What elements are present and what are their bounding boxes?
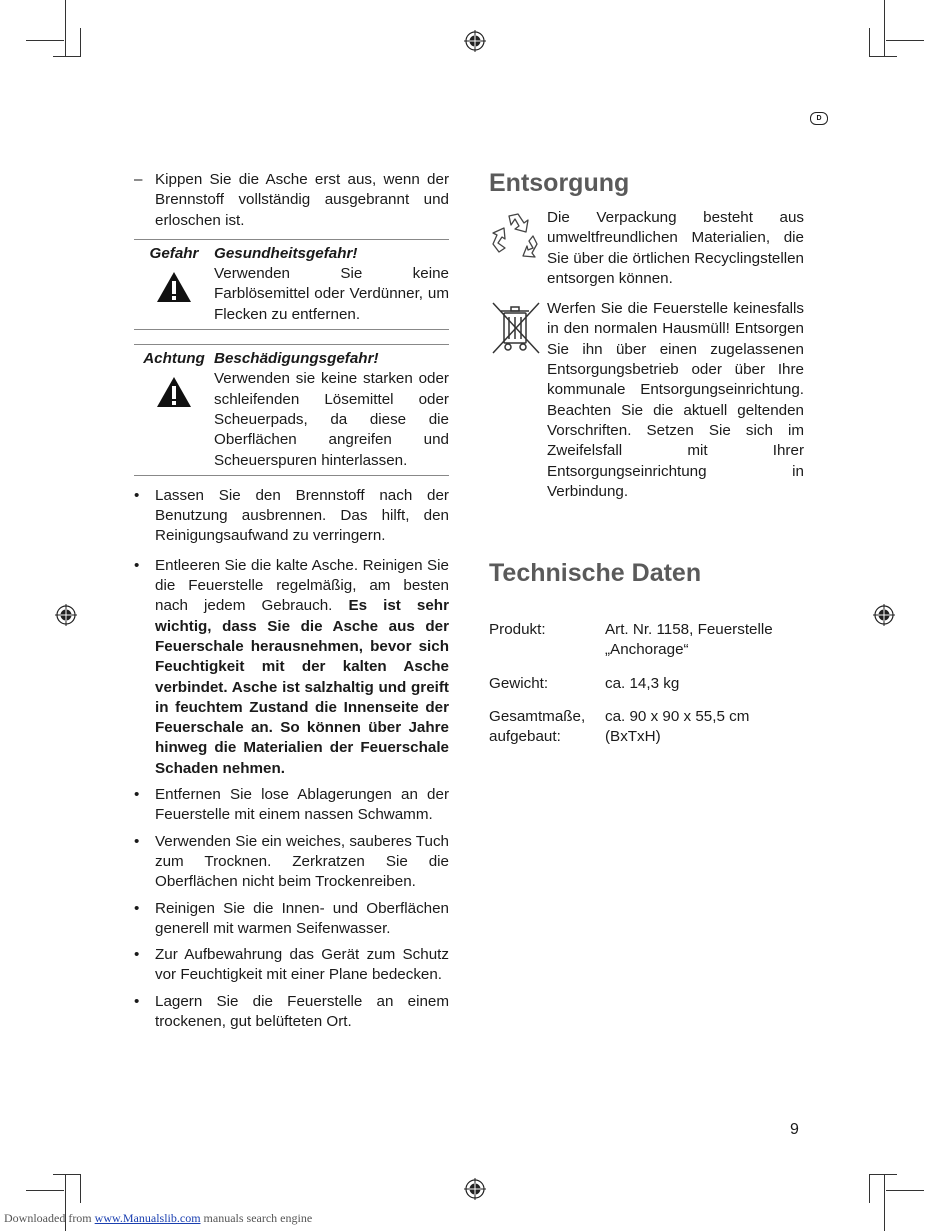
list-item <box>134 832 449 893</box>
list-item-text: Kippen Sie die Asche erst aus, wenn der Brennstoff vollständig ausgebrannt und erloschen ist. <box>155 171 449 229</box>
warning-triangle-icon <box>155 270 193 304</box>
footer-prefix: Downloaded from <box>4 1211 95 1225</box>
crop-mark <box>80 1175 81 1203</box>
list-item <box>134 486 449 547</box>
crop-mark <box>869 28 870 56</box>
list-item <box>134 899 449 940</box>
list-item-text: Lagern Sie die Feuerstelle an einem trockenen, gut belüfteten Ort. <box>155 992 449 1030</box>
download-footer <box>4 1211 312 1226</box>
crop-mark <box>65 0 66 56</box>
table-row <box>489 620 809 661</box>
crop-mark <box>53 56 81 57</box>
list-item-bold-text: Es ist sehr wichtig, dass Sie die Asche aus der Feuerschale herausnehmen, bevor sich Feuchtigkeit mit der kalten Asche verbindet. Asche ist salzhaltig und greift in feuchtem Zustand die Innenseite der Feuerschale an. So können über Jahre hinweg die Materialien der Feuerschale Schaden nehmen. <box>155 597 449 777</box>
bin-disposal-text: Werfen Sie die Feuerstelle keinesfalls in den normalen Hausmüll! Entsorgen Sie ihn über einen zugelassenen Entsorgungsbetrieb oder über Ihre kommunale Entsorgungseinrichtung. Beachten Sie die aktuell geltenden Vorschriften. Setzen Sie sich im Zweifelsfall mit Ihrer Entsorgungseinrichtung in Verbindung. <box>547 300 804 500</box>
list-item <box>134 992 449 1033</box>
crop-mark <box>869 56 897 57</box>
warning-box-damage <box>134 344 449 476</box>
crop-mark <box>884 0 885 56</box>
crop-mark <box>26 40 64 41</box>
list-item-text: Lassen Sie den Brennstoff nach der Benutzung ausbrennen. Das hilft, den Reinigungsaufwand zu verringern. <box>155 486 449 545</box>
manualslib-link[interactable]: www.Manualslib.com <box>94 1211 201 1225</box>
bullet-marker: • <box>134 786 140 804</box>
warning-box-health <box>134 239 449 330</box>
registration-mark-icon <box>464 1178 486 1200</box>
disposal-section <box>489 168 804 502</box>
technical-data-table <box>489 620 809 760</box>
language-badge: D <box>810 112 828 125</box>
registration-mark-icon <box>464 30 486 52</box>
table-row <box>489 707 809 748</box>
section-heading-technische-daten: Technische Daten <box>489 559 702 587</box>
list-item-text: Reinigen Sie die Innen- und Oberflächen generell mit warmen Seifenwasser. <box>155 899 449 937</box>
bullet-marker: • <box>134 486 140 504</box>
spec-value: ca. 90 x 90 x 55,5 cm (BxTxH) <box>605 707 750 746</box>
spec-label: Produkt: <box>489 621 546 638</box>
warning-label: Gefahr <box>149 244 199 262</box>
spec-label: Gewicht: <box>489 674 549 692</box>
bullet-marker: • <box>134 832 140 850</box>
cleaning-instructions <box>134 170 449 1038</box>
bullet-marker: • <box>134 899 140 917</box>
crop-mark <box>886 40 924 41</box>
list-item <box>134 170 449 231</box>
spec-value: Art. Nr. 1158, Feuerstelle „Anchorage“ <box>605 621 773 659</box>
list-item <box>134 556 449 779</box>
spec-value: ca. 14,3 kg <box>605 674 680 692</box>
crop-mark <box>884 1175 885 1231</box>
bullet-marker: • <box>134 556 140 574</box>
list-item-text: Zur Aufbewahrung das Gerät zum Schutz vor Feuchtigkeit mit einer Plane bedecken. <box>155 946 449 984</box>
crossed-out-bin-icon <box>489 299 543 357</box>
spec-label: Gesamtmaße, aufgebaut: <box>489 707 586 746</box>
warning-title: Beschädigungsgefahr! <box>214 350 379 368</box>
warning-title: Gesundheitsgefahr! <box>214 244 358 262</box>
page-number: 9 <box>790 1121 799 1138</box>
recycling-icon <box>489 208 543 262</box>
registration-mark-icon <box>55 604 77 626</box>
warning-triangle-icon <box>155 375 193 409</box>
table-row <box>489 674 809 694</box>
list-item <box>134 785 449 826</box>
crop-mark <box>53 1174 81 1175</box>
registration-mark-icon <box>873 604 895 626</box>
crop-mark <box>869 1175 870 1203</box>
dash-marker: – <box>134 171 143 188</box>
list-item-text: Entleeren Sie die kalte Asche. Reinigen Sie die Feuerstelle regelmäßig, am besten nach jedem Gebrauch. <box>155 556 449 615</box>
bullet-marker: • <box>134 992 140 1010</box>
section-heading-entsorgung: Entsorgung <box>489 169 630 197</box>
crop-mark <box>886 1190 924 1191</box>
warning-label: Achtung <box>143 350 205 368</box>
list-item-text: Entfernen Sie lose Ablagerungen an der Feuerstelle mit einem nassen Schwamm. <box>155 786 449 824</box>
crop-mark <box>869 1174 897 1175</box>
bullet-marker: • <box>134 946 140 964</box>
crop-mark <box>26 1190 64 1191</box>
footer-suffix: manuals search engine <box>200 1211 313 1225</box>
list-item <box>134 945 449 986</box>
list-item-text: Verwenden Sie ein weiches, sauberes Tuch zum Trocknen. Zerkratzen Sie die Oberflächen nicht beim Trockenreiben. <box>155 832 449 891</box>
crop-mark <box>80 28 81 56</box>
warning-text: Verwenden sie keine starken oder schleifenden Lösemittel oder Scheuerpads, da diese die Oberflächen angreifen und Scheuerspuren hinterlassen. <box>214 370 449 469</box>
recycling-text: Die Verpackung besteht aus umweltfreundlichen Materialien, die Sie über die örtlichen Recyclingstellen entsorgen können. <box>547 209 804 287</box>
warning-text: Verwenden Sie keine Farblösemittel oder Verdünner, um Flecken zu entfernen. <box>214 265 449 323</box>
